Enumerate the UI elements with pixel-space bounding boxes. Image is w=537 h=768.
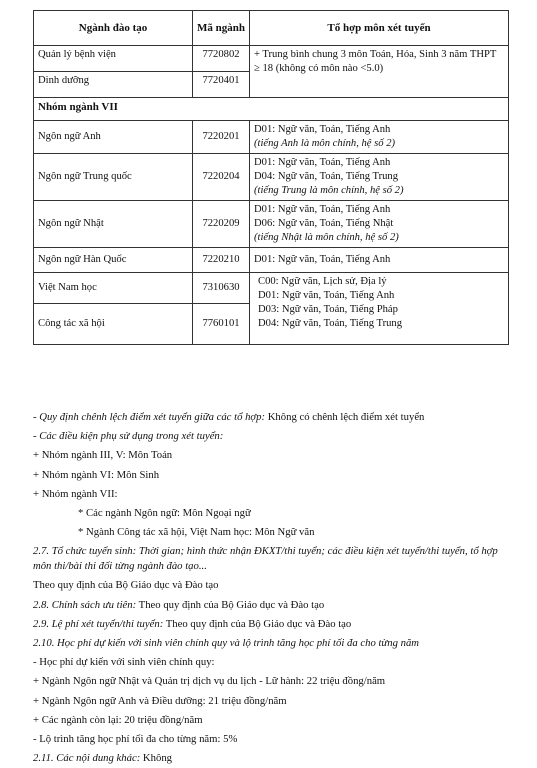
combo-line: D04: Ngữ văn, Toán, Tiếng Trung: [254, 171, 399, 182]
combo-line: D03: Ngữ văn, Toán, Tiếng Pháp: [258, 304, 398, 315]
combo-line: D01: Ngữ văn, Toán, Tiếng Anh: [254, 254, 391, 265]
note-heading: - Quy định chênh lệch điểm xét tuyển giữa các tổ hợp:: [33, 411, 266, 423]
note-text: Không có chênh lệch điểm xét tuyển: [265, 411, 425, 423]
major-cell: Ngôn ngữ Nhật: [34, 201, 193, 248]
table-row: [34, 273, 509, 304]
table-header-row: [34, 11, 509, 46]
note-line: 2.7. Tổ chức tuyển sinh: Thời gian; hình thức nhận ĐKXT/thi tuyển; các điều kiện xét tuyển/thi tuyển, tổ hợp môn thi/bài thi đối từng ngành đào tạo...: [33, 545, 498, 573]
note-line: - Học phí dự kiến với sinh viên chính quy:: [33, 656, 215, 669]
note-line: Theo quy định của Bộ Giáo dục và Đào tạo: [33, 579, 219, 592]
major-cell: Công tác xã hội: [34, 304, 193, 345]
code-cell: 7310630: [193, 273, 250, 304]
combo-note: (tiếng Anh là môn chính, hệ số 2): [254, 138, 396, 149]
group-label: Nhóm ngành VII: [34, 98, 509, 121]
note-line: [33, 615, 513, 634]
major-cell: Ngôn ngữ Trung quốc: [34, 154, 193, 201]
combo-line: D01: Ngữ văn, Toán, Tiếng Anh: [254, 124, 391, 135]
note-line: + Ngành Ngôn ngữ Nhật và Quản trị dịch vụ du lịch - Lữ hành: 22 triệu đồng/năm: [33, 675, 386, 688]
combo-cell: [250, 201, 509, 248]
table-row: [34, 154, 509, 201]
combo-note: (tiếng Nhật là môn chính, hệ số 2): [254, 232, 399, 243]
note-line: + Nhóm ngành III, V: Môn Toán: [33, 449, 173, 462]
combo-cell: [250, 154, 509, 201]
note-line: + Ngành Ngôn ngữ Anh và Điều dưỡng: 21 triệu đồng/năm: [33, 694, 287, 707]
note-line: + Nhóm ngành VII:: [33, 487, 118, 500]
note-text: Không: [140, 752, 173, 765]
notes-section: [33, 408, 513, 768]
header-code: Mã ngành: [193, 11, 250, 46]
code-cell: 7220210: [193, 248, 250, 273]
note-line: + Nhóm ngành VI: Môn Sinh: [33, 468, 160, 481]
note-line: [33, 408, 513, 427]
note-line: - Lộ trình tăng học phí tối đa cho từng năm: 5%: [33, 733, 238, 746]
combo-cell: [250, 248, 509, 273]
combo-cell: [250, 273, 509, 345]
combo-cell: + Trung bình chung 3 môn Toán, Hóa, Sinh 3 năm THPT ≥ 18 (không có môn nào <5.0): [250, 46, 509, 98]
note-line: + Các ngành còn lại: 20 triệu đồng/năm: [33, 713, 203, 726]
code-cell: 7220204: [193, 154, 250, 201]
header-combo: Tổ hợp môn xét tuyển: [250, 11, 509, 46]
combo-line: D01: Ngữ văn, Toán, Tiếng Anh: [258, 290, 395, 301]
major-cell: Việt Nam học: [34, 273, 193, 304]
code-cell: 7220201: [193, 121, 250, 154]
code-cell: 7720802: [193, 46, 250, 72]
combo-line: D01: Ngữ văn, Toán, Tiếng Anh: [254, 204, 391, 215]
table-row: [34, 46, 509, 72]
code-cell: 7720401: [193, 72, 250, 98]
note-text: Theo quy định của Bộ Giáo dục và Đào tạo: [136, 598, 325, 611]
note-text: Theo quy định của Bộ Giáo dục và Đào tạo: [163, 617, 352, 630]
note-line: * Ngành Công tác xã hội, Việt Nam học: Môn Ngữ văn: [78, 526, 315, 539]
major-cell: Ngôn ngữ Anh: [34, 121, 193, 154]
note-heading: 2.11. Các nội dung khác:: [33, 752, 141, 765]
combo-line: C00: Ngữ văn, Lịch sử, Địa lý: [258, 276, 387, 287]
header-major: Ngành đào tạo: [34, 11, 193, 46]
note-line: 2.10. Học phí dự kiến với sinh viên chính quy và lộ trình tăng học phí tối đa cho từng năm: [33, 637, 420, 650]
combo-cell: [250, 121, 509, 154]
major-cell: Quản lý bệnh viện: [34, 46, 193, 72]
code-cell: 7760101: [193, 304, 250, 345]
note-line: * Các ngành Ngôn ngữ: Môn Ngoại ngữ: [78, 507, 251, 520]
combo-note: (tiếng Trung là môn chính, hệ số 2): [254, 185, 404, 196]
note-line: [33, 749, 513, 768]
code-cell: 7220209: [193, 201, 250, 248]
note-heading: 2.8. Chính sách ưu tiên:: [33, 598, 137, 611]
major-cell: Dinh dưỡng: [34, 72, 193, 98]
admission-table: [33, 10, 509, 345]
combo-line: D06: Ngữ văn, Toán, Tiếng Nhật: [254, 218, 394, 229]
note-line: - Các điều kiện phụ sử dụng trong xét tuyển:: [33, 430, 224, 443]
table-row: [34, 248, 509, 273]
table-row: [34, 201, 509, 248]
major-cell: Ngôn ngữ Hàn Quốc: [34, 248, 193, 273]
combo-line: D01: Ngữ văn, Toán, Tiếng Anh: [254, 157, 391, 168]
note-line: [33, 596, 513, 615]
combo-line: D04: Ngữ văn, Toán, Tiếng Trung: [258, 318, 403, 329]
note-heading: 2.9. Lệ phí xét tuyển/thi tuyển:: [33, 617, 164, 630]
group-row: [34, 98, 509, 121]
table-row: [34, 121, 509, 154]
